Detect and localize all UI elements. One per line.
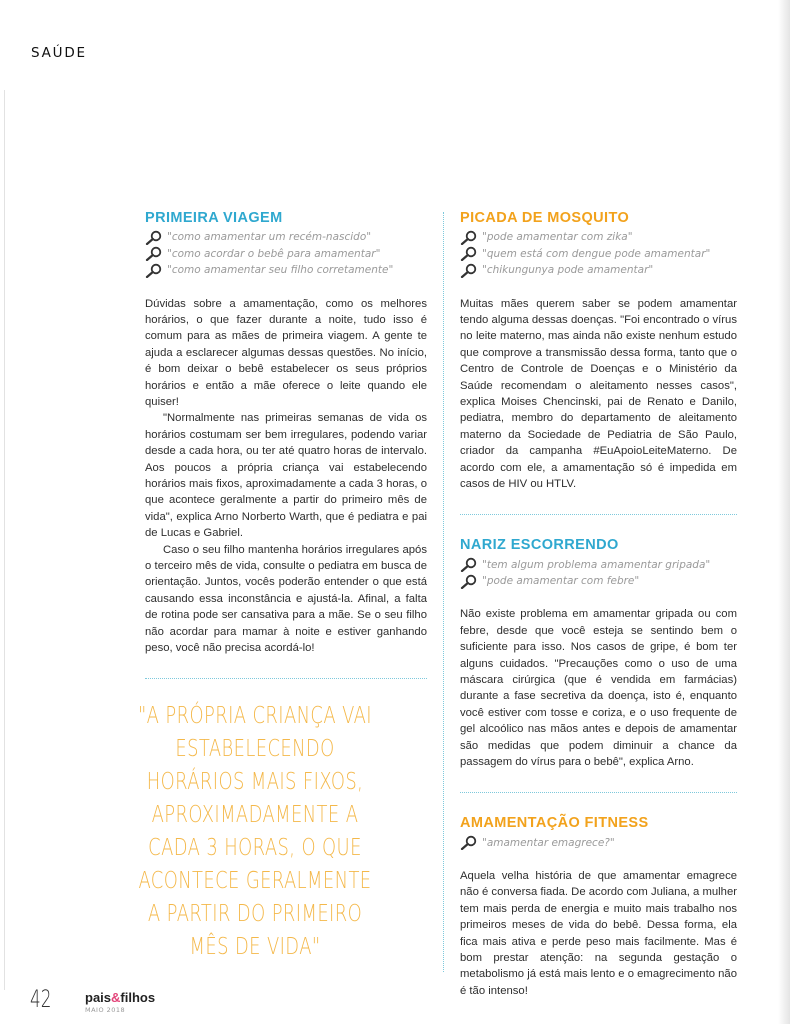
magnifier-icon xyxy=(145,263,163,278)
heading-picada-de-mosquito: PICADA DE MOSQUITO xyxy=(460,210,630,226)
page-edge-shadow xyxy=(778,0,790,1024)
magazine-logo xyxy=(85,990,155,1005)
search-query xyxy=(460,834,737,851)
search-query xyxy=(460,229,737,246)
heading-primeira-viagem: PRIMEIRA VIAGEM xyxy=(145,210,283,226)
pull-quote: "A PRÓPRIA CRIANÇA VAI ESTABELECENDO HORÁRIOS MAIS FIXOS, APROXIMADAMENTE A CADA 3 HORAS, O QUE ACONTECE GERALMENTE A PARTIR DO PRIMEIRO MÊS DE VIDA" xyxy=(138,703,372,960)
search-query xyxy=(460,556,737,573)
right-column xyxy=(460,210,737,999)
search-query-text: "como amamentar seu filho corretamente" xyxy=(167,264,394,277)
magnifier-icon xyxy=(460,230,478,245)
issue-date: MAIO 2018 xyxy=(85,1006,126,1014)
magnifier-icon xyxy=(460,263,478,278)
search-query-text: "tem algum problema amamentar gripada" xyxy=(482,558,711,571)
brand-left: pais xyxy=(85,990,112,1005)
paragraph: Caso o seu filho mantenha horários irregulares após o terceiro mês de vida, consulte o pediatra em busca de orientação. Juntos, vocês poderão entender o que está causando essa inconstância e ajustá-la. Afinal, a falta de rotina pode ser cansativa para a mãe. Se o seu filho não acordar para mamar à noite e estiver ganhando peso, você não precisa acordá-lo! xyxy=(145,543,427,655)
search-query xyxy=(460,573,737,590)
search-query xyxy=(145,229,427,246)
magnifier-icon xyxy=(460,246,478,261)
section-divider xyxy=(460,514,737,515)
section-divider xyxy=(460,792,737,793)
search-query-text: "quem está com dengue pode amamentar" xyxy=(482,247,711,260)
search-query-text: "como acordar o bebê para amamentar" xyxy=(167,247,381,260)
page-number: 42 xyxy=(30,985,52,1013)
search-query xyxy=(145,262,427,279)
search-query xyxy=(460,246,737,263)
search-query-text: "pode amamentar com febre" xyxy=(482,575,640,588)
search-query xyxy=(145,246,427,263)
search-query-text: "amamentar emagrece?" xyxy=(482,836,615,849)
heading-nariz-escorrendo: NARIZ ESCORRENDO xyxy=(460,537,619,554)
paragraph: Não existe problema em amamentar gripada ou com febre, desde que você esteja se sentindo bem o suficiente para isso. Nos casos de gripe, é bom ter alguns cuidados. "Precauções como o uso de uma máscara cirúrgica (que é vendida em farmácias) durante a fase secretiva da doença, isto é, enquanto você estiver com tosse e coriza, e o uso frequente de gel alcoólico nas mãos antes e depois de amamentar são medidas que podem diminuir a chance da passagem do vírus para o bebê", explica Arno. xyxy=(460,608,737,769)
magnifier-icon xyxy=(145,246,163,261)
paragraph: Aquela velha história de que amamentar emagrece não é conversa fiada. De acordo com Juliana, a mulher tem mais perda de energia e muito mais trabalho nos primeiros meses de vida do bebê. Dessa forma, ela fica mais ativa e perde peso mais facilmente. Mas é bom prestar atenção: na segunda gestação o metabolismo já está mais lento e o emagrecimento não é tão intenso! xyxy=(460,869,737,997)
magnifier-icon xyxy=(460,835,478,850)
left-column xyxy=(145,210,427,701)
search-query xyxy=(460,262,737,279)
brand-right: filhos xyxy=(120,990,156,1005)
magnifier-icon xyxy=(460,557,478,572)
paragraph: "Normalmente nas primeiras semanas de vida os horários costumam ser bem irregulares, podendo variar desde a cada hora, ou ter até quatro horas de intervalo. Aos poucos a própria criança vai estabelecendo horários mais fixos, aproximadamente a cada 3 horas, o que acontece geralmente a partir do primeiro mês de vida", explica Arno Norberto Warth, que é pediatra e pai de Lucas e Gabriel. xyxy=(145,412,427,540)
magnifier-icon xyxy=(145,230,163,245)
paragraph: Dúvidas sobre a amamentação, como os melhores horários, o que fazer durante a noite, tudo isso é comum para as mães de primeira viagem. A gente te ajuda a esclarecer algumas dessas questões. No início, é bom deixar o bebê estabelecer os seus próprios horários e então a mãe oferece o leite quando ele quiser! xyxy=(145,297,427,408)
page-edge-left xyxy=(4,90,5,990)
search-query-text: "pode amamentar com zika" xyxy=(482,231,633,244)
paragraph: Muitas mães querem saber se podem amamentar tendo alguma dessas doenças. "Foi encontrado o vírus no leite materno, mas ainda não existe nenhum estudo que comprove a transmissão dessa forma, tanto que o Centro de Controle de Doenças e o Ministério da Saúde recomendam o aleitamento nesses casos", explica Moises Chencinski, pai de Renato e Danilo, pediatra, membro do departamento de aleitamento materno da Sociedade de Pediatria de São Paulo, criador da campanha #EuApoioLeiteMaterno. De acordo com ele, a amamentação só é impedida em casos de HIV ou HTLV. xyxy=(460,297,737,490)
heading-amamentacao-fitness: AMAMENTAÇÃO FITNESS xyxy=(460,815,649,832)
search-query-text: "chikungunya pode amamentar" xyxy=(482,264,654,277)
magnifier-icon xyxy=(460,574,478,589)
column-divider xyxy=(443,212,444,972)
brand-amp: & xyxy=(111,990,121,1005)
section-label: SAÚDE xyxy=(31,45,87,61)
search-query-text: "como amamentar um recém-nascido" xyxy=(167,231,372,244)
section-divider xyxy=(145,678,427,679)
